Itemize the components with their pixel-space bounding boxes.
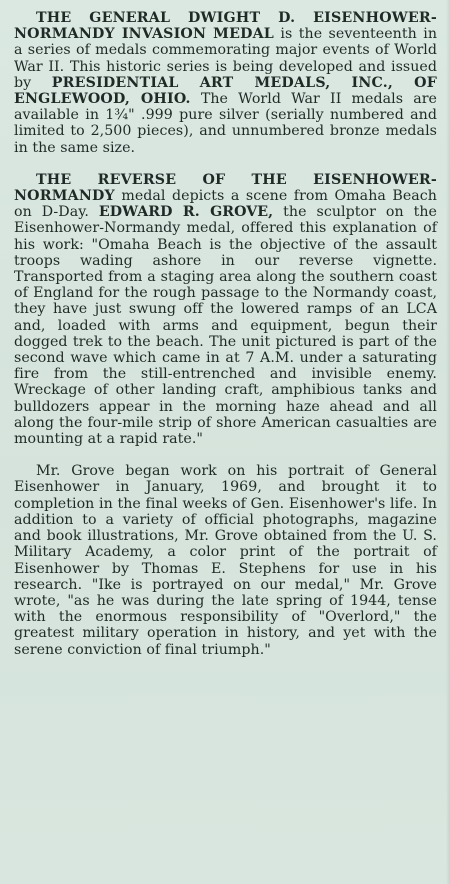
reverse-text-1: medal depicts a scene from Omaha Beach on D-Day. bbox=[14, 188, 437, 221]
page-edge-shadow bbox=[446, 0, 450, 884]
reverse-heading: THE REVERSE OF THE EISENHOWER-NORMANDY bbox=[14, 171, 437, 205]
paragraph-medal-intro bbox=[14, 10, 437, 156]
intro-text-2: The World War II medals are available in 1¾" .999 pure silver (serially numbered and limited to 2,500 pieces), and unnumbered bronze medals in the same size. bbox=[14, 91, 437, 156]
paragraph-portrait bbox=[14, 463, 437, 657]
issuer-name: PRESIDENTIAL ART MEDALS, INC., OF ENGLEWOOD, OHIO. bbox=[14, 74, 437, 108]
medal-title: THE GENERAL DWIGHT D. EISENHOWER-NORMANDY INVASION MEDAL bbox=[14, 10, 437, 43]
sculptor-name: EDWARD R. GROVE, bbox=[98, 204, 274, 221]
reverse-text-2: the sculptor on the Eisenhower-Normandy medal, offered this explanation of his work: "Omaha Beach is the objective of the assault troops wading ashore in our reverse vignette. Transported from a staging area along the southern coast of England for the rough passage to the Normandy coast, they have just swung off the lowered ramps of an LCA and, loaded with arms and equipment, begun their dogged trek to the beach. The unit pictured is part of the second wave which came in at 7 A.M. under a saturating fire from the still-entrenched and invisible enemy. Wreckage of other landing craft, amphibious tanks and bulldozers appear in the morning haze ahead and all along the four-mile strip of shore American casualties are mounting at a rapid rate." bbox=[14, 204, 437, 448]
intro-text-1: is the seventeenth in a series of medals commemorating major events of World War II. This historic series is being developed and issued by bbox=[14, 26, 438, 91]
portrait-text: Mr. Grove began work on his portrait of General Eisenhower in January, 1969, and brought it to completion in the final weeks of Gen. Eisenhower's life. In addition to a variety of official photographs, magazine and book illustrations, Mr. Grove obtained from the U. S. Military Academy, a color print of the portrait of Eisenhower by Thomas E. Stephens for use in his research. "Ike is portrayed on our medal," Mr. Grove wrote, "as he was during the late spring of 1944, tense with the enormous responsibility of "Overlord," the greatest military operation in history, and yet with the serene conviction of final triumph." bbox=[14, 463, 437, 658]
paragraph-reverse-description bbox=[14, 172, 437, 447]
